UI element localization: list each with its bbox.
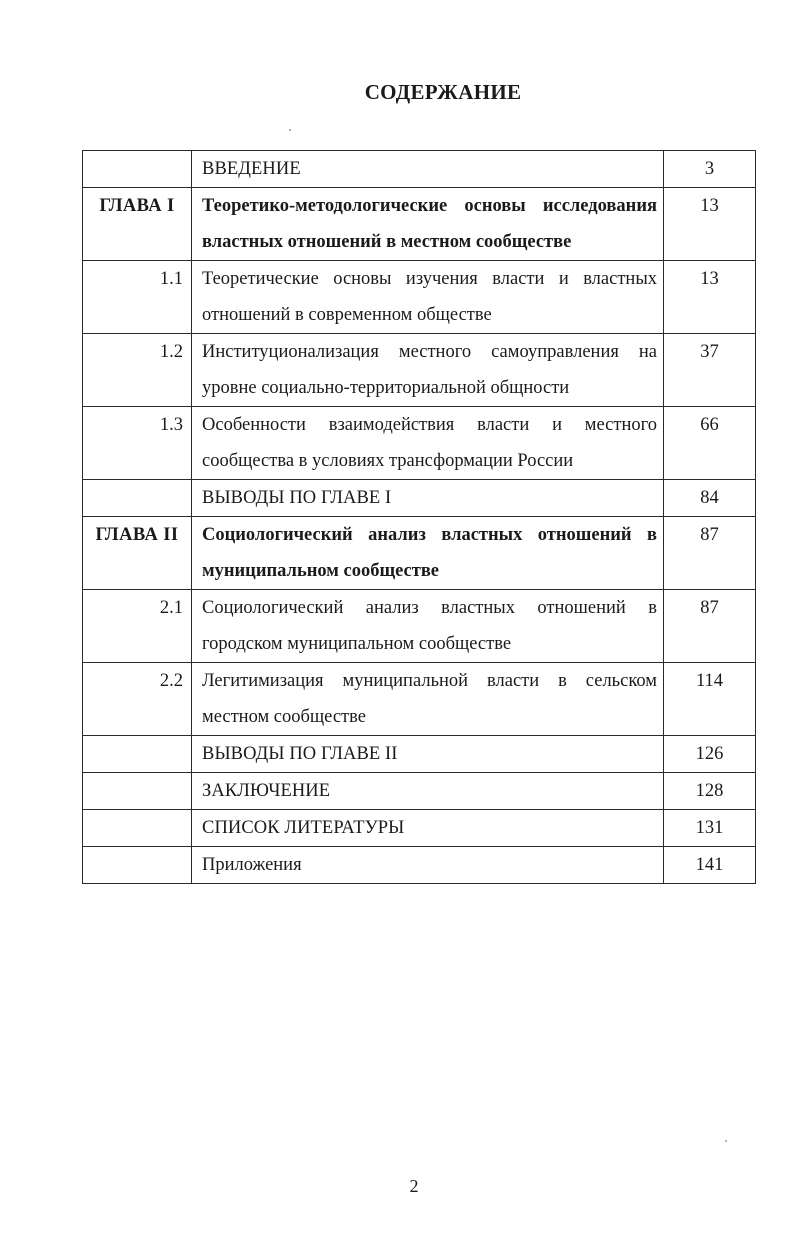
table-of-contents [82,150,756,884]
toc-entry-text: Социологический анализ властных отношений в муниципальном сообществе [192,517,664,590]
toc-row-section-2-1 [83,590,756,663]
toc-page-number: 13 [664,188,756,261]
toc-entry-text: ВЫВОДЫ ПО ГЛАВЕ II [192,736,664,773]
scan-speck [289,129,291,131]
toc-row-chapter-2 [83,517,756,590]
toc-page-number: 13 [664,261,756,334]
toc-row-bibliography [83,810,756,847]
toc-page-number: 114 [664,663,756,736]
toc-number: ГЛАВА II [83,517,192,590]
toc-number: 1.1 [83,261,192,334]
toc-entry-text: Теоретико-методологические основы исследования властных отношений в местном сообществе [192,188,664,261]
toc-row-chapter-1 [83,188,756,261]
toc-row-section-1-3 [83,407,756,480]
toc-page-number: 87 [664,590,756,663]
page-title: СОДЕРЖАНИЕ [364,80,522,104]
toc-entry-text: Легитимизация муниципальной власти в сельском местном сообществе [192,663,664,736]
toc-page-number: 141 [664,847,756,884]
toc-number [83,810,192,847]
toc-entry-text: Особенности взаимодействия власти и местного сообщества в условиях трансформации России [192,407,664,480]
toc-number [83,736,192,773]
toc-entry-text: ВВЕДЕНИЕ [192,151,664,188]
scan-speck [725,1140,727,1142]
toc-page-number: 37 [664,334,756,407]
toc-number [83,773,192,810]
toc-number: 1.2 [83,334,192,407]
toc-row-conclusions-chapter-2 [83,736,756,773]
toc-row-section-2-2 [83,663,756,736]
toc-number: 2.2 [83,663,192,736]
toc-number [83,480,192,517]
toc-row-appendices [83,847,756,884]
toc-entry-text: ВЫВОДЫ ПО ГЛАВЕ I [192,480,664,517]
toc-row-conclusion [83,773,756,810]
toc-number: 1.3 [83,407,192,480]
toc-row-conclusions-chapter-1 [83,480,756,517]
toc-page-number: 84 [664,480,756,517]
toc-page-number: 128 [664,773,756,810]
toc-row-section-1-2 [83,334,756,407]
toc-row-introduction [83,151,756,188]
toc-page-number: 3 [664,151,756,188]
toc-entry-text: Институционализация местного самоуправления на уровне социально-территориальной общности [192,334,664,407]
toc-entry-text: СПИСОК ЛИТЕРАТУРЫ [192,810,664,847]
toc-page-number: 87 [664,517,756,590]
toc-page-number: 126 [664,736,756,773]
toc-entry-text: ЗАКЛЮЧЕНИЕ [192,773,664,810]
toc-number [83,847,192,884]
toc-number [83,151,192,188]
toc-page-number: 131 [664,810,756,847]
toc-entry-text: Приложения [192,847,664,884]
page-number: 2 [409,1176,419,1196]
toc-entry-text: Социологический анализ властных отношений в городском муниципальном сообществе [192,590,664,663]
toc-number: ГЛАВА I [83,188,192,261]
toc-number: 2.1 [83,590,192,663]
toc-entry-text: Теоретические основы изучения власти и властных отношений в современном обществе [192,261,664,334]
toc-page-number: 66 [664,407,756,480]
toc-row-section-1-1 [83,261,756,334]
